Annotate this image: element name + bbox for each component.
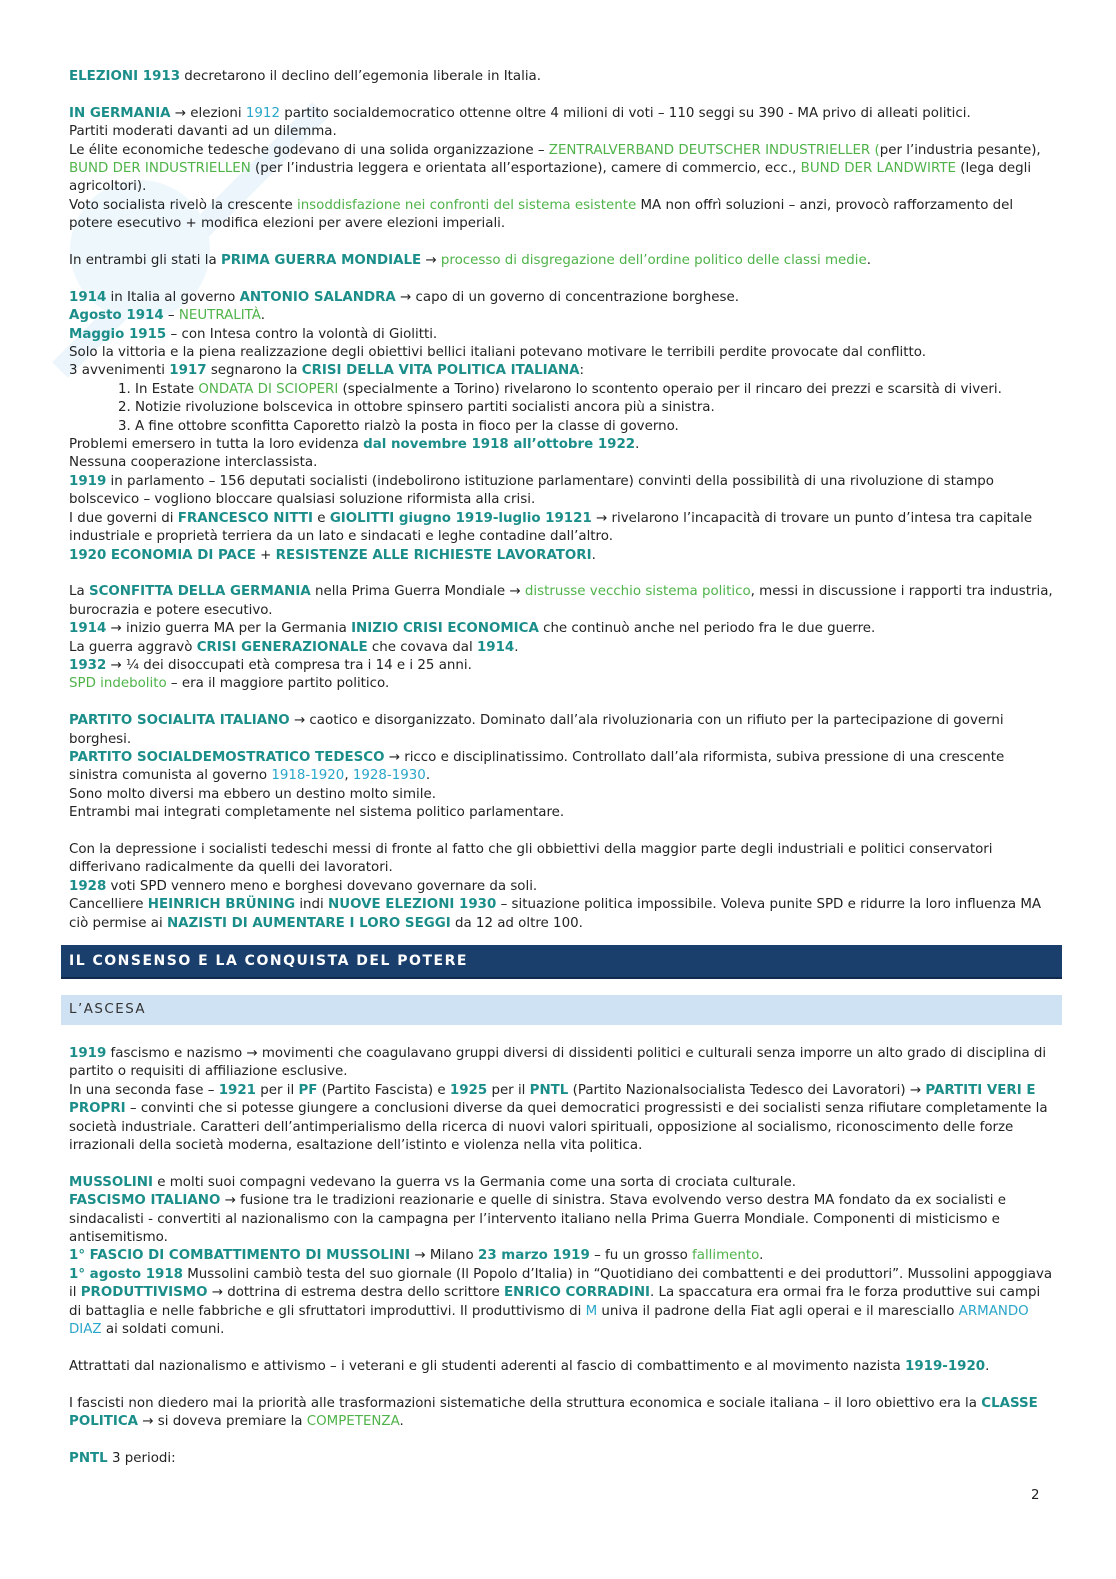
paragraph-line: Cancelliere HEINRICH BRÜNING indi NUOVE ELEZIONI 1930 – situazione politica impossibile. Voleva punite SPD e ridurre la loro influenza MA ciò permise ai NAZISTI DI AUMENTARE I LORO SEGGI da 12 ad oltre 100. [69, 897, 1042, 931]
list-item: 2. Notizie rivoluzione bolscevica in ottobre spinsero partiti socialisti ancora più a sinistra. [135, 399, 1054, 417]
paragraph-line: SPD indebolito – era il maggiore partito politico. [69, 676, 390, 692]
paragraph-sconfitta-germania: La SCONFITTA DELLA GERMANIA nella Prima Guerra Mondiale → distrusse vecchio sistema politico, messi in discussione i rapporti tra industria, burocrazia e potere esecutivo. [69, 584, 1053, 618]
paragraph-line: 3 avvenimenti 1917 segnarono la CRISI DELLA VITA POLITICA ITALIANA: [69, 363, 585, 379]
paragraph-line: Partiti moderati davanti ad un dilemma. [69, 124, 337, 140]
numbered-list-1917 [69, 381, 1054, 436]
paragraph-line: Sono molto diversi ma ebbero un destino molto simile. [69, 786, 436, 802]
paragraph-line: Le élite economiche tedesche godevano di una solida organizzazione – ZENTRALVERBAND DEUTSCHER INDUSTRIELLER (per l’industria pesante), BUND DER INDUSTRIELLEN (per l’industria leggera e orientata all’esportazione), camere di commercio, ecc., BUND DER LANDWIRTE (lega degli agricoltori). [69, 142, 1041, 195]
paragraph-line: Entrambi mai integrati completamente nel sistema politico parlamentare. [69, 805, 565, 821]
paragraph-line: FASCISMO ITALIANO → fusione tra le tradizioni reazionarie e quelle di sinistra. Stava evolvendo verso destra MA fondato da ex socialisti e sindacalisti - convertiti al nazionalismo con la campagna per l’intervento italiano nella Prima Guerra Mondiale. Componenti di misticismo e antisemitismo. [69, 1193, 1006, 1246]
paragraph-line: Agosto 1914 – NEUTRALITÀ. [69, 308, 265, 324]
paragraph-attrattati: Attrattati dal nazionalismo e attivismo – i veterani e gli studenti aderenti al fascio di combattimento e al movimento nazista 1919-1920. [69, 1358, 990, 1374]
paragraph-line: PARTITO SOCIALDEMOSTRATICO TEDESCO → ricco e disciplinatissimo. Controllato dall’ala riformista, subiva pressione di una crescente sinistra comunista al governo 1918-1920, 1928-1930. [69, 749, 1005, 784]
paragraph-line: 1920 ECONOMIA DI PACE + RESISTENZE ALLE RICHIESTE LAVORATORI. [69, 547, 596, 563]
paragraph-1914-italia: 1914 in Italia al governo ANTONIO SALANDRA → capo di un governo di concentrazione borghese. [69, 289, 739, 305]
paragraph-pntl: PNTL 3 periodi: [69, 1450, 176, 1466]
document-body [69, 68, 1054, 1468]
paragraph-line: In una seconda fase – 1921 per il PF (Partito Fascista) e 1925 per il PNTL (Partito Nazionalsocialista Tedesco dei Lavoratori) → PARTITI VERI E PROPRI – convinti che si potesse giungere a conclusioni diverse da quei democratici progressisti e dei socialisti senza rifiutare completamente la società industriale. Caratteri dell’antimperialismo della ricerca di nuovi valori spirituali, opposizione al socialismo, riconoscimento delle forze irrazionali della società moderna, esaltazione dell’istinto e violenza nella vita politica. [69, 1082, 1048, 1154]
paragraph-partiti: PARTITO SOCIALITA ITALIANO → caotico e disorganizzato. Dominato dall’ala rivoluzionaria con un rifiuto per la partecipazione di governi borghesi. [69, 713, 1004, 747]
paragraph-line: I due governi di FRANCESCO NITTI e GIOLITTI giugno 1919-luglio 19121 → rivelarono l’incapacità di trovare un punto d’intesa tra capitale industriale e proprietà terriera da un lato e sindacati e leghe contadine dall’altro. [69, 510, 1033, 545]
paragraph-1919-fascismo: 1919 fascismo e nazismo → movimenti che coagulavano gruppi diversi di dissidenti politici e culturali senza imporre un alto grado di disciplina di partito o requisiti di affiliazione esclusive. [69, 1046, 1047, 1080]
paragraph-line: 1919 in parlamento – 156 deputati socialisti (indebolirono istituzione parlamentare) convinti della possibilità di una rivoluzione di stampo bolscevico – vogliono bloccare qualsiasi soluzione riformista alla crisi. [69, 473, 994, 508]
paragraph-line: 1° FASCIO DI COMBATTIMENTO DI MUSSOLINI → Milano 23 marzo 1919 – fu un grosso fallimento. [69, 1248, 764, 1264]
paragraph-line: Maggio 1915 – con Intesa contro la volontà di Giolitti. [69, 326, 438, 342]
paragraph-fascisti-priorita: I fascisti non diedero mai la priorità alle trasformazioni sistematiche della struttura economica e sociale italiana – il loro obiettivo era la CLASSE POLITICA → si doveva premiare la COMPETENZA. [69, 1395, 1038, 1430]
paragraph-line: 1° agosto 1918 Mussolini cambiò testa del suo giornale (Il Popolo d’Italia) in “Quotidiano dei combattenti e dei produttori”. Mussolini appoggiava il PRODUTTIVISMO → dottrina di estrema destra dello scrittore ENRICO CORRADINI. La spaccatura era ormai fra le forza produttive sui campi di battaglia e nelle fabbriche e gli sfruttatori improduttivi. Il produttivismo di M univa il padrone della Fiat agli operai e il maresciallo ARMANDO DIAZ ai soldati comuni. [69, 1266, 1053, 1338]
paragraph-line: Solo la vittoria e la piena realizzazione degli obiettivi bellici italiani potevano motivare le terribili perdite provocate dal conflitto. [69, 345, 926, 361]
paragraph-line: 1932 → ¼ dei disoccupati età compresa tra i 14 e i 25 anni. [69, 657, 472, 673]
list-item: 3. A fine ottobre sconfitta Caporetto rialzò la posta in fioco per la classe di governo. [135, 418, 1054, 436]
paragraph-line: Problemi emersero in tutta la loro evidenza dal novembre 1918 all’ottobre 1922. [69, 437, 640, 453]
paragraph-germania: IN GERMANIA → elezioni 1912 partito socialdemocratico ottenne oltre 4 milioni di voti – 110 seggi su 390 - MA privo di alleati politici. [69, 105, 971, 121]
paragraph-line: Nessuna cooperazione interclassista. [69, 455, 318, 471]
paragraph-elezioni-1913: ELEZIONI 1913 decretarono il declino dell’egemonia liberale in Italia. [69, 69, 542, 84]
paragraph-line: Voto socialista rivelò la crescente insoddisfazione nei confronti del sistema esistente MA non offrì soluzioni – anzi, provocò rafforzamento del potere esecutivo + modifica elezioni per avere elezioni imperiali. [69, 197, 1014, 232]
paragraph-depressione: Con la depressione i socialisti tedeschi messi di fronte al fatto che gli obbiettivi della maggior parte degli industriali e politici conservatori differivano radicalmente da quelli dei lavoratori. [69, 841, 993, 876]
paragraph-line: La guerra aggravò CRISI GENERAZIONALE che covava dal 1914. [69, 639, 519, 655]
section-heading-consenso: IL CONSENSO E LA CONQUISTA DEL POTERE [61, 945, 1062, 979]
paragraph-line: 1928 voti SPD vennero meno e borghesi dovevano governare da soli. [69, 878, 538, 894]
page-number: 2 [1031, 1488, 1040, 1503]
paragraph-mussolini: MUSSOLINI e molti suoi compagni vedevano la guerra vs la Germania come una sorta di crociata culturale. [69, 1174, 796, 1190]
paragraph-prima-guerra: In entrambi gli stati la PRIMA GUERRA MONDIALE → processo di disgregazione dell’ordine politico delle classi medie. [69, 253, 871, 269]
subsection-heading-ascesa: L’ASCESA [61, 995, 1062, 1025]
list-item: 1. In Estate ONDATA DI SCIOPERI (specialmente a Torino) rivelarono lo scontento operaio per il rincaro dei prezzi e scarsità di viveri. [135, 381, 1054, 399]
paragraph-line: 1914 → inizio guerra MA per la Germania INIZIO CRISI ECONOMICA che continuò anche nel periodo fra le due guerre. [69, 621, 876, 637]
